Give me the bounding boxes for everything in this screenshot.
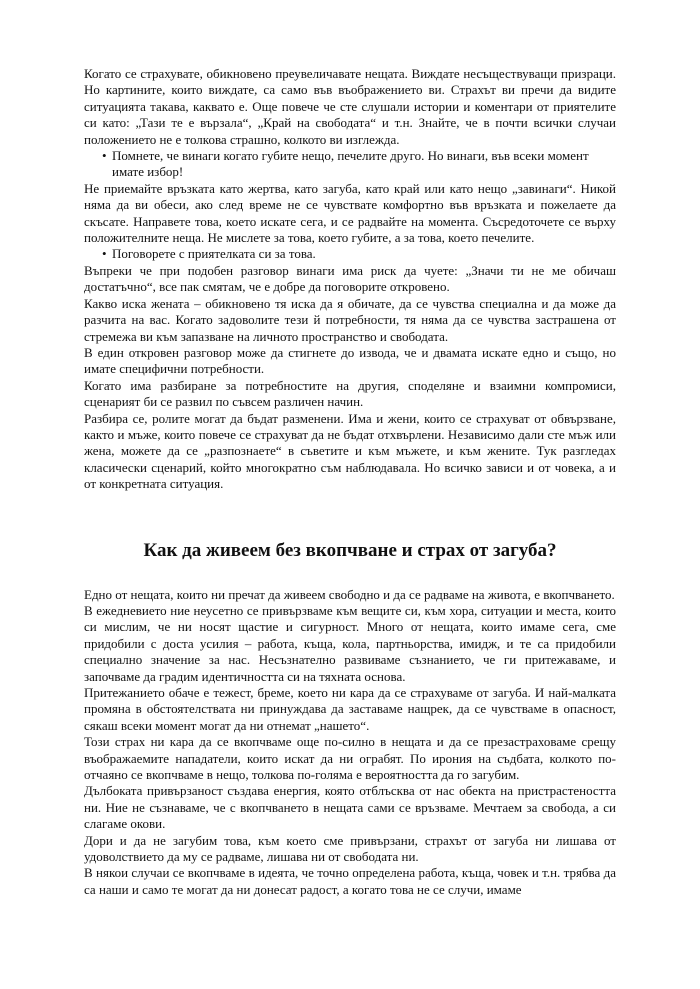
paragraph: Притежанието обаче е тежест, бреме, което ни кара да се страхуваме от загуба. И най-малката промяна в обстоятелствата ни принуждава да заставаме нащрек, да се чувстваме в опасност, сякаш всеки момент могат да ни отнемат „нашето“.: [84, 685, 616, 733]
paragraph: В някои случаи се вкопчваме в идеята, че точно определена работа, къща, човек и т.н. трябва да са наши и само те могат да ни донесат радост, а когато това не се случи, имаме: [84, 865, 616, 897]
section-heading: Как да живеем без вкопчване и страх от загуба?: [143, 539, 557, 561]
paragraph: Не приемайте връзката като жертва, като загуба, като край или като нещо „завинаги“. Никой няма да ви обеси, ако след време не се чувствате комфортно във връзката и пожелаете да скъсате. Направете това, което искате сега, и се радвайте на момента. Съсредоточете се върху положителните неща. Не мислете за това, което губите, а за това, което печелите.: [84, 180, 616, 246]
paragraph: В ежедневието ние неусетно се привързваме към вещите си, към хора, ситуации и места, които си мислим, че ни носят щастие и сигурност. Много от нещата, които имаме сега, сме придобили с доста усилия – работа, къща, кола, партньорства, имидж, и те са придобили специално значение за нас. Несъзнателно развиваме съзнанието, че ги притежаваме, и започваме да градим идентичността си на тяхната основа.: [84, 602, 616, 684]
paragraph: Едно от нещата, които ни пречат да живеем свободно и да се радваме на живота, е вкопчването.: [84, 586, 615, 602]
paragraph: Дълбоката привързаност създава енергия, която отблъсква от нас обекта на пристрастеността ни. Ние не съзнаваме, че с вкопчването в нещата сами се връзваме. Мечтаем за свобода, а си слагаме окови.: [84, 783, 616, 832]
document-page: [84, 66, 616, 898]
paragraph: В един откровен разговор може да стигнете до извода, че и двамата искате едно и също, но имате специфични потребности.: [84, 344, 616, 377]
paragraph: Въпреки че при подобен разговор винаги има риск да чуете: „Значи ти не ме обичаш достатъчно“, все пак смятам, че е добре да поговорите откровено.: [84, 262, 616, 295]
paragraph: Какво иска жената – обикновено тя иска да я обичате, да се чувства специална и да може да разчита на вас. Когато задоволите тези й потребности, тя няма да се чувства застрашена от стремежа ви към запазване на личното пространство и свободата.: [84, 295, 616, 344]
bullet-icon: •: [102, 246, 107, 262]
bullet-text: Помнете, че винаги когато губите нещо, печелите друго. Но винаги, във всеки момент имате избор!: [112, 148, 589, 180]
bullet-icon: •: [102, 148, 107, 164]
paragraph: Този страх ни кара да се вкопчваме още по-силно в нещата и да се презастраховаме срещу въображаемите нападатели, които искат да ни ограбят. По ирония на съдбата, колкото по-отчаяно се вкопчваме в нещо, толкова по-голяма е вероятността да го загубим.: [84, 734, 616, 783]
paragraph: Когато има разбиране за потребностите на другия, споделяне и взаимни компромиси, сценарият би се развил по съвсем различен начин.: [84, 377, 616, 410]
bullet-text: Поговорете с приятелката си за това.: [112, 246, 316, 262]
bullet-item: [84, 148, 616, 181]
paragraph: Когато се страхувате, обикновено преувеличавате нещата. Виждате несъществуващи призраци. Но картините, които виждате, са само във въображението ви. Страхът ви пречи да видите ситуацията такава, каквато е. Още повече че сте слушали истории и коментари от приятелите си като: „Тази те е вързала“, „Край на свободата“ и т.н. Знайте, че в почти всички случаи положението не е толкова страшно, колкото ви изглежда.: [84, 66, 616, 147]
paragraph: Разбира се, ролите могат да бъдат разменени. Има и жени, които се страхуват от обвързване, както и мъже, които повече се страхуват да не бъдат отхвърлени. Независимо дали сте мъж или жена, можете да се „разпознаете“ в съветите и към мъжете, и към жените. Тук разгледах класически сценарий, който многократно съм наблюдавала. Но всичко зависи и от човека, а и от конкретната ситуация.: [84, 410, 616, 492]
paragraph: Дори и да не загубим това, към което сме привързани, страхът от загуба ни лишава от удоволствието да му се радваме, лишава ни от свободата ни.: [84, 832, 616, 865]
bullet-item: [84, 246, 616, 262]
